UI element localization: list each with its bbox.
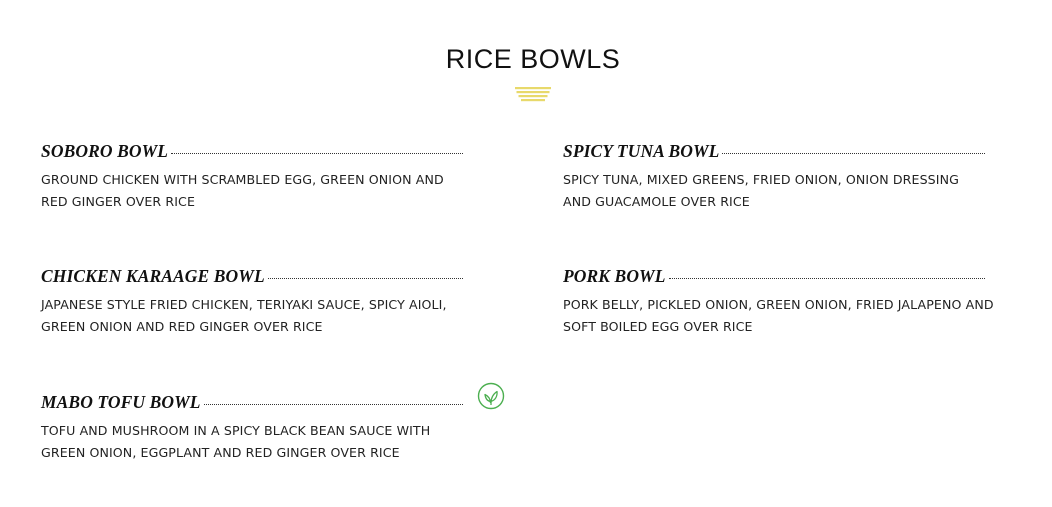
item-description: GROUND CHICKEN WITH SCRAMBLED EGG, GREEN ONION AND RED GINGER OVER RICE: [41, 172, 444, 209]
item-name: SOBORO BOWL: [41, 141, 169, 161]
menu-item-chicken-karaage-bowl: [41, 266, 463, 338]
dotted-leader: [171, 153, 463, 154]
item-name: CHICKEN KARAAGE BOWL: [41, 266, 265, 286]
bowl-ornament-icon: [515, 87, 551, 104]
item-description: SPICY TUNA, MIXED GREENS, FRIED ONION, ONION DRESSING AND GUACAMOLE OVER RICE: [563, 172, 959, 209]
item-name: PORK BOWL: [563, 266, 666, 286]
section-title: RICE BOWLS: [445, 44, 621, 74]
menu-item-spicy-tuna-bowl: [563, 141, 985, 213]
menu-item-soboro-bowl: [41, 141, 463, 213]
item-name: MABO TOFU BOWL: [41, 392, 201, 412]
item-description: PORK BELLY, PICKLED ONION, GREEN ONION, FRIED JALAPENO AND SOFT BOILED EGG OVER RICE: [563, 297, 994, 334]
item-description: TOFU AND MUSHROOM IN A SPICY BLACK BEAN SAUCE WITH GREEN ONION, EGGPLANT AND RED GINGER OVER RICE: [41, 423, 431, 460]
menu-item-pork-bowl: [563, 266, 1027, 338]
dotted-leader: [268, 278, 463, 279]
item-name: SPICY TUNA BOWL: [563, 141, 720, 161]
dotted-leader: [722, 153, 985, 154]
vegan-leaf-icon: [477, 382, 505, 410]
dotted-leader: [204, 404, 463, 405]
item-description: JAPANESE STYLE FRIED CHICKEN, TERIYAKI SAUCE, SPICY AIOLI, GREEN ONION AND RED GINGER OVER RICE: [41, 297, 447, 334]
menu-item-mabo-tofu-bowl: [41, 392, 463, 464]
dotted-leader: [669, 278, 985, 279]
